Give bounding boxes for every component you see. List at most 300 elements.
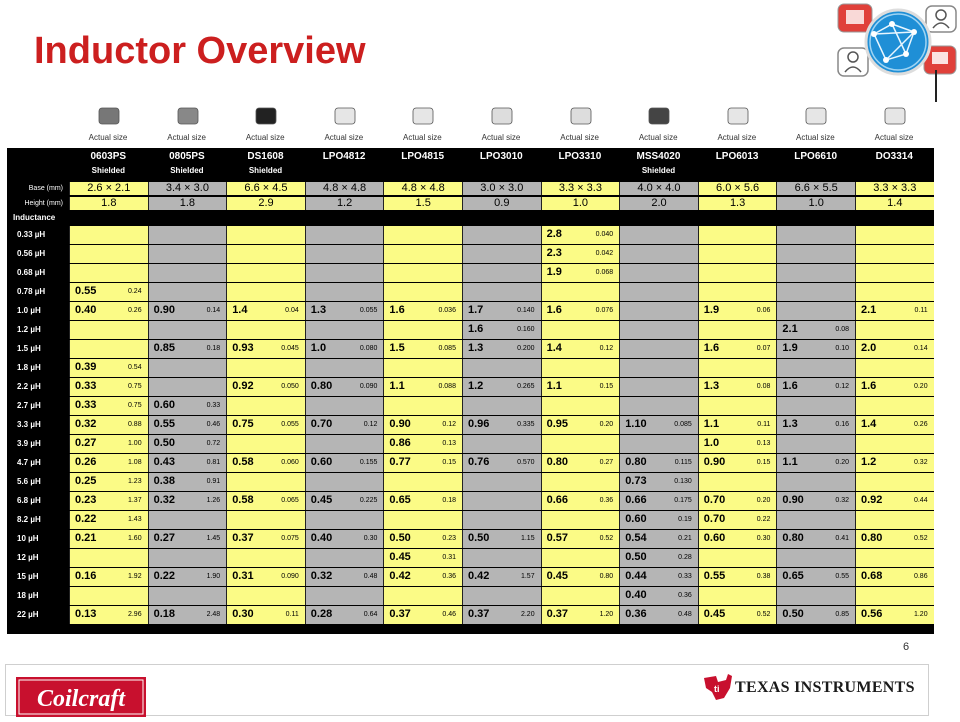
dc-resistance: 0.85 xyxy=(835,611,849,618)
table-cell xyxy=(305,435,384,453)
dc-resistance: 0.160 xyxy=(517,326,535,333)
dc-resistance: 0.33 xyxy=(206,402,221,409)
table-cell xyxy=(148,321,227,339)
inductor-photo-icon xyxy=(410,102,436,128)
current-rating: 0.73 xyxy=(625,475,647,487)
table-cell xyxy=(541,340,620,358)
table-cell xyxy=(855,283,934,301)
table-cell xyxy=(541,454,620,472)
dc-resistance: 0.12 xyxy=(442,421,456,428)
current-rating: 0.42 xyxy=(389,570,411,582)
table-cell xyxy=(305,606,384,624)
table-cell xyxy=(619,340,698,358)
current-rating: 0.80 xyxy=(861,532,883,544)
table-cell xyxy=(776,264,855,282)
current-rating: 0.28 xyxy=(310,608,333,620)
table-cell xyxy=(776,321,855,339)
inductor-photo-icon xyxy=(803,102,829,128)
part-name: LPO4815 xyxy=(401,151,445,162)
table-cell xyxy=(619,321,698,339)
dc-resistance: 0.055 xyxy=(281,421,299,428)
dc-resistance: 1.60 xyxy=(127,535,142,542)
current-rating: 0.56 xyxy=(861,608,883,620)
current-rating: 1.9 xyxy=(546,266,562,278)
current-rating: 0.58 xyxy=(232,494,254,506)
table-cell xyxy=(462,226,541,244)
dc-resistance: 0.28 xyxy=(678,554,692,561)
table-cell xyxy=(226,473,305,491)
dc-resistance: 0.20 xyxy=(913,383,928,390)
inductance-row xyxy=(7,226,934,244)
current-rating: 0.42 xyxy=(468,570,490,582)
table-cell xyxy=(855,226,934,244)
table-cell xyxy=(462,473,541,491)
table-cell xyxy=(462,264,541,282)
table-cell xyxy=(226,226,305,244)
dc-resistance: 0.15 xyxy=(599,383,614,390)
table-cell xyxy=(462,397,541,415)
current-rating: 0.37 xyxy=(232,532,254,544)
dc-resistance: 0.265 xyxy=(517,383,535,390)
part-name: DS1608 xyxy=(247,151,284,162)
actual-size-label: Actual size xyxy=(403,133,442,142)
table-cell xyxy=(541,473,620,491)
current-rating: 1.3 xyxy=(468,342,484,354)
table-cell xyxy=(855,340,934,358)
dc-resistance: 0.11 xyxy=(914,307,928,314)
current-rating: 0.60 xyxy=(153,399,176,411)
actual-size-label: Actual size xyxy=(874,133,914,142)
dc-resistance: 1.00 xyxy=(127,440,142,447)
table-cell xyxy=(776,511,855,529)
table-cell xyxy=(776,549,855,567)
inductance-row xyxy=(7,492,934,510)
inductor-grid xyxy=(7,148,934,634)
current-rating: 0.57 xyxy=(546,532,569,544)
table-cell xyxy=(148,283,227,301)
base-dimension-value: 2.6 × 2.1 xyxy=(69,182,148,195)
actual-size-label: Actual size xyxy=(717,133,757,142)
table-cell xyxy=(776,530,855,548)
current-rating: 0.80 xyxy=(546,456,569,468)
dc-resistance: 0.80 xyxy=(599,573,614,580)
inductance-row xyxy=(7,359,934,377)
table-cell xyxy=(698,416,777,434)
table-cell xyxy=(776,378,855,396)
actual-size-label: Actual size xyxy=(638,133,678,142)
inductance-value-label: 2.7 µH xyxy=(17,401,41,410)
current-rating: 0.27 xyxy=(153,532,176,544)
current-rating: 2.8 xyxy=(546,228,562,240)
current-rating: 0.32 xyxy=(153,494,176,506)
table-cell xyxy=(462,245,541,263)
current-rating: 0.95 xyxy=(546,418,569,430)
dc-resistance: 0.065 xyxy=(281,497,299,504)
table-cell xyxy=(148,397,227,415)
base-dimension-value: 6.6 × 4.5 xyxy=(226,182,305,195)
table-cell xyxy=(462,378,541,396)
part-name: DO3314 xyxy=(875,151,913,162)
table-cell xyxy=(619,359,698,377)
height-dimension-value: 1.8 xyxy=(148,197,227,210)
table-cell xyxy=(383,549,462,567)
table-cell xyxy=(619,302,698,320)
current-rating: 0.90 xyxy=(389,418,411,430)
actual-size-label: Actual size xyxy=(245,133,285,142)
height-dimension-value: 1.0 xyxy=(541,197,620,210)
shielded-label: Shielded xyxy=(248,166,283,175)
dc-resistance: 0.570 xyxy=(517,459,535,466)
inductance-row xyxy=(7,264,934,282)
table-cell xyxy=(776,568,855,586)
dc-resistance: 0.045 xyxy=(281,345,299,352)
table-cell xyxy=(69,454,148,472)
table-cell xyxy=(226,492,305,510)
dc-resistance: 0.32 xyxy=(913,459,928,466)
height-dimension-value: 1.2 xyxy=(305,197,384,210)
table-cell xyxy=(776,340,855,358)
table-cell xyxy=(462,511,541,529)
table-cell xyxy=(619,245,698,263)
component-photo xyxy=(305,98,383,148)
table-cell xyxy=(305,416,384,434)
table-cell xyxy=(698,397,777,415)
dc-resistance: 1.92 xyxy=(127,573,142,580)
table-cell xyxy=(305,530,384,548)
inductance-row xyxy=(7,606,934,624)
current-rating: 1.2 xyxy=(861,456,877,468)
inductance-row xyxy=(7,378,934,396)
dc-resistance: 0.14 xyxy=(913,345,928,352)
inductance-row xyxy=(7,340,934,358)
inductance-row xyxy=(7,549,934,567)
table-cell xyxy=(776,226,855,244)
table-cell xyxy=(698,302,777,320)
current-rating: 0.65 xyxy=(389,494,411,506)
inductance-row xyxy=(7,587,934,605)
dc-resistance: 1.08 xyxy=(127,459,142,466)
table-cell xyxy=(541,416,620,434)
current-rating: 0.77 xyxy=(389,456,411,468)
table-cell xyxy=(148,549,227,567)
table-cell xyxy=(619,549,698,567)
dc-resistance: 0.14 xyxy=(206,307,221,314)
current-rating: 0.27 xyxy=(75,437,97,449)
inductance-value-label: 1.5 µH xyxy=(17,344,41,353)
table-cell xyxy=(541,530,620,548)
actual-size-label: Actual size xyxy=(167,133,206,142)
inductance-value-label: 1.8 µH xyxy=(17,363,41,372)
dc-resistance: 1.20 xyxy=(913,611,928,618)
component-photo xyxy=(462,98,540,148)
table-cell xyxy=(69,226,148,244)
dc-resistance: 2.96 xyxy=(127,611,142,618)
dc-resistance: 0.19 xyxy=(678,516,692,523)
current-rating: 0.22 xyxy=(153,570,176,582)
table-cell xyxy=(69,492,148,510)
table-cell xyxy=(541,321,620,339)
table-cell xyxy=(541,587,620,605)
table-cell xyxy=(148,473,227,491)
current-rating: 1.3 xyxy=(310,304,327,316)
current-rating: 0.70 xyxy=(703,513,726,525)
table-cell xyxy=(383,587,462,605)
table-cell xyxy=(776,454,855,472)
table-cell xyxy=(69,264,148,282)
current-rating: 0.66 xyxy=(546,494,569,506)
table-cell xyxy=(855,302,934,320)
inductance-value-label: 18 µH xyxy=(17,591,39,600)
height-dimension-value: 0.9 xyxy=(462,197,541,210)
inductance-row xyxy=(7,397,934,415)
table-cell xyxy=(855,416,934,434)
table-cell xyxy=(148,511,227,529)
table-cell xyxy=(305,226,384,244)
dc-resistance: 1.57 xyxy=(520,573,535,580)
actual-size-label: Actual size xyxy=(796,133,835,142)
shielded-label: Shielded xyxy=(91,166,125,175)
inductor-photo-icon xyxy=(489,102,515,128)
current-rating: 1.3 xyxy=(703,380,720,392)
table-cell xyxy=(698,283,777,301)
dc-resistance: 0.07 xyxy=(756,345,771,352)
dc-resistance: 0.055 xyxy=(359,307,378,314)
table-cell xyxy=(305,378,384,396)
dc-resistance: 1.20 xyxy=(599,611,614,618)
table-cell xyxy=(383,492,462,510)
table-cell xyxy=(619,492,698,510)
dc-resistance: 0.52 xyxy=(756,611,771,618)
inductance-value-label: 4.7 µH xyxy=(17,458,41,467)
current-rating: 0.75 xyxy=(232,418,254,430)
table-cell xyxy=(69,245,148,263)
table-cell xyxy=(541,264,620,282)
component-photo xyxy=(69,98,147,148)
table-cell xyxy=(383,283,462,301)
part-name: 0603PS xyxy=(90,151,127,162)
table-cell xyxy=(148,359,227,377)
current-rating: 0.86 xyxy=(389,437,411,449)
height-dimension-value: 1.5 xyxy=(383,197,462,210)
table-cell xyxy=(698,454,777,472)
title-divider xyxy=(935,70,937,102)
dc-resistance: 0.068 xyxy=(595,269,614,276)
current-rating: 0.16 xyxy=(75,570,97,582)
table-cell xyxy=(226,530,305,548)
current-rating: 1.9 xyxy=(782,342,798,354)
table-cell xyxy=(383,454,462,472)
table-cell xyxy=(226,321,305,339)
current-rating: 0.33 xyxy=(75,380,97,392)
table-cell xyxy=(541,397,620,415)
current-rating: 0.45 xyxy=(703,608,726,620)
table-cell xyxy=(776,359,855,377)
table-cell xyxy=(619,416,698,434)
table-cell xyxy=(69,340,148,358)
table-cell xyxy=(698,606,777,624)
current-rating: 1.6 xyxy=(703,342,720,354)
inductance-row xyxy=(7,473,934,491)
dc-resistance: 0.155 xyxy=(359,459,378,466)
svg-text:ti: ti xyxy=(714,684,720,694)
table-cell xyxy=(776,283,855,301)
inductance-value-label: 5.6 µH xyxy=(17,477,41,486)
current-rating: 1.3 xyxy=(782,418,798,430)
table-cell xyxy=(855,359,934,377)
dc-resistance: 1.26 xyxy=(206,497,221,504)
dc-resistance: 2.20 xyxy=(520,611,535,618)
dc-resistance: 0.050 xyxy=(281,383,299,390)
table-cell xyxy=(698,378,777,396)
inductor-photo-icon xyxy=(96,102,122,128)
table-cell xyxy=(855,245,934,263)
base-dimension-value: 3.3 × 3.3 xyxy=(855,182,934,195)
current-rating: 0.43 xyxy=(153,456,176,468)
table-cell xyxy=(148,302,227,320)
current-rating: 0.38 xyxy=(153,475,176,487)
dc-resistance: 0.10 xyxy=(835,345,849,352)
inductance-row xyxy=(7,568,934,586)
table-cell xyxy=(226,435,305,453)
table-cell xyxy=(462,606,541,624)
table-cell xyxy=(226,587,305,605)
table-cell xyxy=(619,397,698,415)
table-cell xyxy=(305,397,384,415)
inductance-value-label: 8.2 µH xyxy=(17,515,41,524)
inductor-photo-icon xyxy=(175,102,201,128)
inductance-value-label: 12 µH xyxy=(17,553,39,562)
table-cell xyxy=(305,492,384,510)
inductance-row xyxy=(7,283,934,301)
table-cell xyxy=(69,283,148,301)
dc-resistance: 0.36 xyxy=(442,573,456,580)
table-cell xyxy=(69,321,148,339)
current-rating: 0.50 xyxy=(389,532,411,544)
base-dimension-value: 3.0 × 3.0 xyxy=(462,182,541,195)
dc-resistance: 0.175 xyxy=(674,497,692,504)
table-cell xyxy=(541,226,620,244)
base-dimension-value: 6.6 × 5.5 xyxy=(776,182,855,195)
part-name: 0805PS xyxy=(169,151,205,162)
table-cell xyxy=(305,568,384,586)
table-cell xyxy=(383,321,462,339)
dc-resistance: 0.088 xyxy=(438,383,456,390)
network-people-icon xyxy=(834,2,960,94)
current-rating: 0.32 xyxy=(75,418,97,430)
dc-resistance: 0.060 xyxy=(281,459,299,466)
dc-resistance: 0.08 xyxy=(756,383,771,390)
inductance-row xyxy=(7,416,934,434)
current-rating: 2.3 xyxy=(546,247,562,259)
part-name: LPO6013 xyxy=(715,151,759,162)
component-photo xyxy=(226,98,304,148)
table-cell xyxy=(148,378,227,396)
table-cell xyxy=(383,416,462,434)
table-cell xyxy=(305,340,384,358)
part-name: MSS4020 xyxy=(636,151,681,162)
table-cell xyxy=(855,530,934,548)
table-cell xyxy=(698,226,777,244)
dc-resistance: 1.15 xyxy=(520,535,535,542)
inductance-value-label: 6.8 µH xyxy=(17,496,41,505)
current-rating: 1.4 xyxy=(546,342,562,354)
current-rating: 0.93 xyxy=(232,342,254,354)
table-cell xyxy=(383,378,462,396)
current-rating: 0.50 xyxy=(782,608,804,620)
table-cell xyxy=(698,511,777,529)
dc-resistance: 1.45 xyxy=(206,535,221,542)
table-cell xyxy=(69,549,148,567)
table-cell xyxy=(776,473,855,491)
height-dimension-value: 1.0 xyxy=(776,197,855,210)
component-photo xyxy=(148,98,226,148)
current-rating: 0.45 xyxy=(546,570,569,582)
dc-resistance: 0.52 xyxy=(913,535,928,542)
dc-resistance: 0.22 xyxy=(756,516,771,523)
table-cell xyxy=(69,378,148,396)
table-cell xyxy=(698,587,777,605)
table-cell xyxy=(776,492,855,510)
shielded-label: Shielded xyxy=(641,166,676,175)
inductor-table xyxy=(7,98,934,634)
current-rating: 2.1 xyxy=(782,323,798,335)
table-cell xyxy=(619,568,698,586)
table-cell xyxy=(69,302,148,320)
dc-resistance: 0.090 xyxy=(281,573,299,580)
inductance-row xyxy=(7,530,934,548)
table-cell xyxy=(226,568,305,586)
table-cell xyxy=(305,549,384,567)
table-cell xyxy=(855,435,934,453)
current-rating: 0.50 xyxy=(625,551,647,563)
table-cell xyxy=(541,549,620,567)
current-rating: 0.33 xyxy=(75,399,97,411)
table-cell xyxy=(619,264,698,282)
table-cell xyxy=(855,492,934,510)
table-cell xyxy=(383,340,462,358)
inductance-value-label: 3.9 µH xyxy=(17,439,41,448)
table-cell xyxy=(698,549,777,567)
table-cell xyxy=(462,321,541,339)
table-cell xyxy=(383,264,462,282)
table-cell xyxy=(698,245,777,263)
table-cell xyxy=(226,606,305,624)
part-name: LPO3310 xyxy=(558,151,602,162)
table-cell xyxy=(619,435,698,453)
dc-resistance: 0.52 xyxy=(599,535,614,542)
table-cell xyxy=(383,359,462,377)
table-cell xyxy=(855,587,934,605)
coilcraft-logo xyxy=(16,677,146,717)
current-rating: 0.18 xyxy=(153,608,176,620)
dc-resistance: 0.75 xyxy=(127,383,142,390)
dc-resistance: 0.75 xyxy=(127,402,142,409)
component-photo xyxy=(698,98,776,148)
dc-resistance: 0.130 xyxy=(674,478,692,485)
current-rating: 0.55 xyxy=(153,418,176,430)
inductance-row xyxy=(7,435,934,453)
table-cell xyxy=(619,454,698,472)
table-cell xyxy=(698,568,777,586)
current-rating: 0.66 xyxy=(625,494,647,506)
current-rating: 0.54 xyxy=(625,532,647,544)
current-rating: 0.55 xyxy=(703,570,726,582)
inductor-photo-icon xyxy=(882,102,908,128)
current-rating: 0.30 xyxy=(232,608,254,620)
table-cell xyxy=(148,492,227,510)
inductance-value-label: 22 µH xyxy=(17,610,39,619)
inductance-value-label: 0.68 µH xyxy=(17,268,46,277)
